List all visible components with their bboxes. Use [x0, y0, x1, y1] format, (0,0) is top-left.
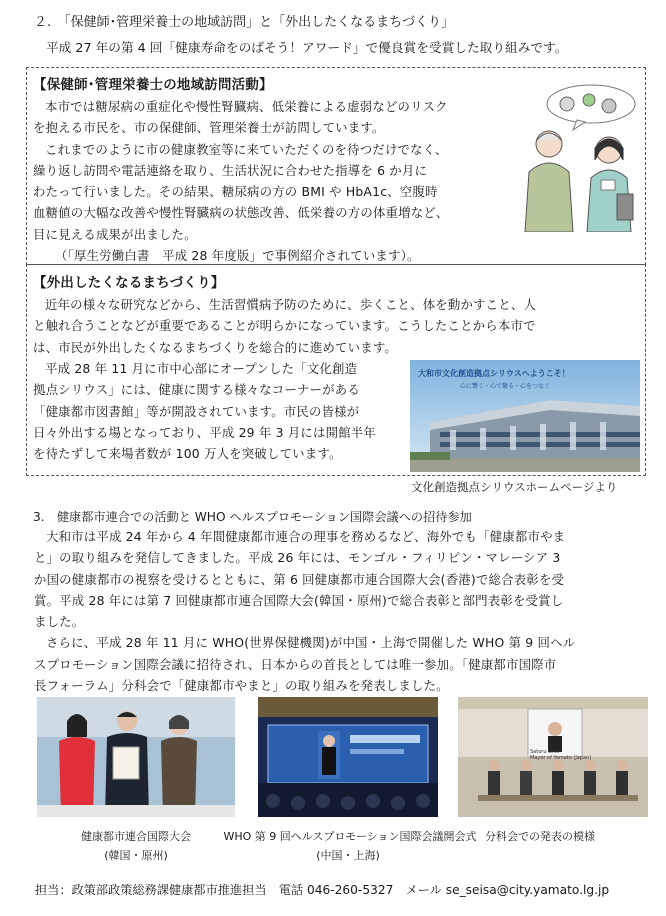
box2-line: を待たずして来場者数が 100 万人を突破しています。	[33, 446, 342, 462]
section2-subheading: 平成 27 年の第 4 回「健康寿命をのばそう！アワード」で優良賞を受賞した取り組みです。	[46, 40, 568, 55]
sirius-banner-subtext: 心に響く・心で繋る・心をつなぐ	[460, 383, 551, 390]
panel-slide-title: Mayor of Yamato (Japan)	[530, 755, 592, 761]
box2-body-left	[33, 358, 413, 464]
box1-line: 繰り返し訪問や電話連絡を取り、生活状況に合わせた指導を 6 か月に	[33, 162, 428, 178]
box2-line: 拠点シリウス」には、健康に関する様々なコーナーがある	[33, 382, 360, 398]
box1-line: を抱える市民を、市の保健師、管理栄養士が訪問しています。	[33, 120, 385, 136]
award-caption-2: (韓国・原州)	[104, 849, 168, 862]
box2-title: 【外出したくなるまちづくり】	[33, 276, 225, 291]
box2-body-full	[33, 294, 639, 358]
panel-caption: 分科会での発表の模様	[485, 830, 595, 843]
sirius-photo-caption: 文化創造拠点シリウスホームページより	[411, 480, 618, 494]
box1-line: 目に見える成果が出ました。	[33, 226, 197, 242]
box1-line: （「厚生労働白書 平成 28 年度版」で事例紹介されています）。	[55, 248, 420, 264]
box2-line: 日々外出する場となっており、平成 29 年 3 月には開館半年	[33, 424, 376, 440]
sirius-building-photo	[410, 360, 640, 472]
section3-line: スプロモーション国際会議に招待され、日本からの首長としては唯一参加。「健康都市国際市	[34, 656, 557, 672]
box2-line: は、市民が外出したくなるまちづくりを総合的に進めています。	[33, 339, 398, 355]
who-conference-photo	[258, 697, 438, 817]
section3-line: か国の健康都市の視察を受けるとともに、第 6 回健康都市連合国際大会(香港)で総合表彰を受	[34, 571, 565, 587]
who-caption-1: WHO 第 9 回ヘルスプロモーション国際会議開会式	[223, 830, 477, 843]
box1-line: 本市では糖尿病の重症化や慢性腎臓病、低栄養による虚弱などのリスク	[45, 99, 448, 114]
contact-footer: 担当：政策部政策総務課健康都市推進担当 電話 046-260-5327 メール se_seisa@city.yamato.lg.jp	[35, 883, 610, 897]
box1-line: 血糖値の大幅な改善や慢性腎臓病の状態改善、低栄養の方の体重増など、	[33, 205, 449, 221]
box1-body	[33, 96, 511, 266]
box1-line: これまでのように市の健康教室等に来ていただくのを待つだけでなく、	[45, 141, 448, 157]
box2-line: と触れ合うことなどが重要であることが明らかになっています。こうしたことから本市で	[33, 318, 536, 334]
box2-line: 「健康都市図書館」等が開設されています。市民の皆様が	[33, 403, 360, 419]
sirius-banner-text: 大和市文化創造拠点シリウスへようこそ！	[418, 369, 570, 378]
box2-line: 近年の様々な研究などから、生活習慣病予防のために、歩くこと、体を動かすこと、人	[45, 297, 537, 312]
award-caption-1: 健康都市連合国際大会	[81, 830, 191, 843]
conversation-illustration	[517, 82, 639, 232]
box1-title: 【保健師･管理栄養士の地域訪問活動】	[33, 78, 273, 93]
panel-slide-name: Satoru Ohki	[530, 749, 560, 755]
box2-line: 平成 28 年 11 月に市中心部にオープンした「文化創造	[45, 361, 358, 376]
section3-body	[34, 526, 644, 696]
section3-line: 長フォーラム」分科会で「健康都市やまと」の取り組みを発表しました。	[34, 678, 449, 694]
section3-line: ました。	[34, 614, 85, 630]
section3-line: と」の取り組みを発信してきました。平成 26 年には、モンゴル・フィリピン・マレーシア 3	[34, 550, 561, 566]
box1-line: わたって行いました。その結果、糖尿病の方の BMI や HbA1c、空腹時	[33, 184, 438, 200]
who-caption-2: (中国・上海)	[316, 849, 380, 862]
panel-session-photo	[458, 697, 648, 817]
award-ceremony-photo	[37, 697, 235, 817]
section3-line: さらに、平成 28 年 11 月に WHO(世界保健機関)が中国・上海で開催した WHO 第 9 回ヘル	[46, 635, 576, 651]
section3-line: 大和市は平成 24 年から 4 年間健康都市連合の理事を務めるなど、海外でも「健康都市やま	[46, 529, 566, 544]
section2-heading: ２. 「保健師･管理栄養士の地域訪問」と「外出したくなるまちづくり」	[34, 15, 455, 30]
box-visit-activity	[26, 67, 646, 265]
section3-line: 賞。平成 28 年には第 7 回健康都市連合国際大会(韓国・原州)で総合表彰と部門表彰を受賞し	[34, 592, 564, 608]
section3-heading: 3. 健康都市連合での活動と WHO ヘルスプロモーション国際会議への招待参加	[33, 510, 472, 524]
